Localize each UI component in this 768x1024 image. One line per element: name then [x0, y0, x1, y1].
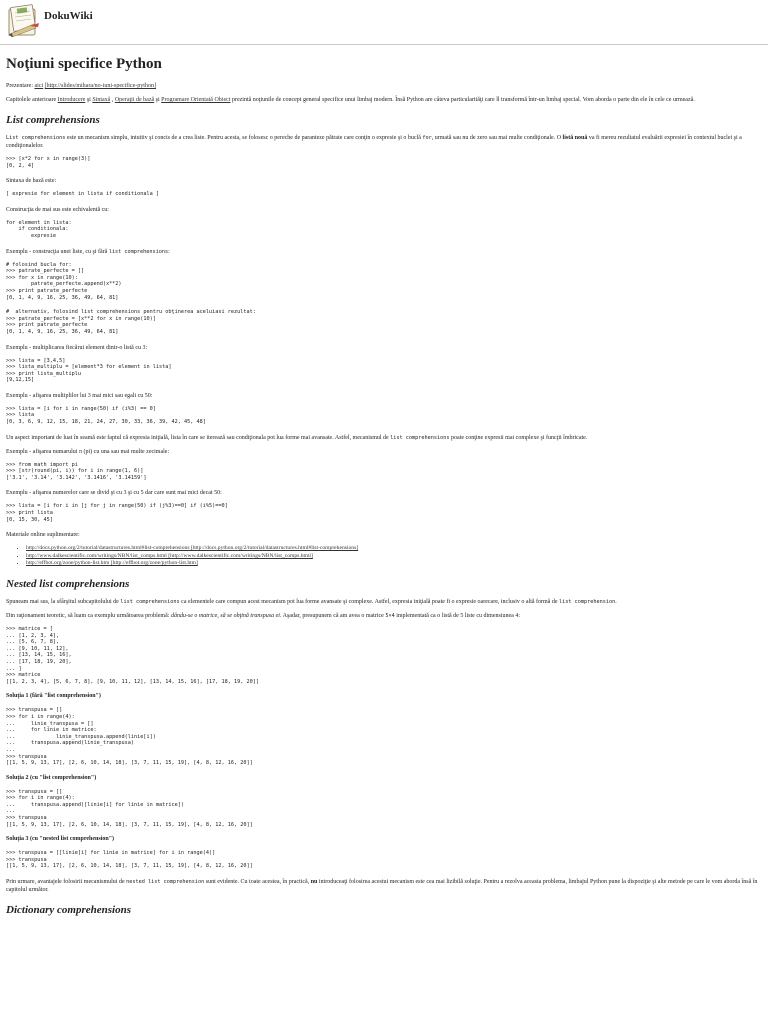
- problem-dims: 5×4: [385, 613, 395, 619]
- conclusion-paragraph: [6, 878, 762, 894]
- code-block-1: >>> [x*2 for x in range(3)] [0, 2, 4]: [6, 156, 91, 169]
- code-block-solution-1: >>> transpusa = [] >>> for i in range(4): ... linie_transpusa = [] ... for linie in matrice: ... linie_transpusa.append(linie[i]) ... transpusa.append(linie_transpusa) ... >>> transpusa [[1, 5, 9, 13, 17], [2, 6, 10, 14, 18], [3, 7, 11, 15, 19], [4, 8, 12, 16, 20]]: [6, 707, 253, 767]
- conclusion-text-a: Prin urmare, avantajele folosirii mecanismului de: [6, 879, 125, 886]
- aspect-code: list comprehensions: [390, 434, 450, 441]
- section-dictionary-comprehensions: Dictionary comprehensions: [6, 904, 131, 917]
- code-block-5: # alternativ, folosind list comprehensions pentru obţinerea aceluiasi rezultat: >>> patrate_perfecte = [x**2 for x in range(10)] >>> print patrate_perfecte [0, 1, 4, 9, 16, 25, 36, 49, 64, 81]: [6, 309, 256, 335]
- example-1-tail: :: [168, 248, 170, 255]
- lc-bold-new-list: listă nouă: [562, 135, 588, 141]
- list-item: [26, 560, 762, 568]
- nested-code-b: list comprehension: [559, 599, 616, 605]
- code-block-8: >>> from math import pi >>> [str(round(pi, i)) for i in range(1, 6)] ['3.1', '3.14', '3.142', '3.1416', '3.14159']: [6, 461, 147, 481]
- code-block-6: >>> lista = [3,4,5] >>> lista_multiplu = [element*3 for element in lista] >>> print lista_multiplu [9,12,15]: [6, 357, 172, 384]
- conclusion-bold: nu: [310, 879, 318, 886]
- example-3-label: Exemplu - afişarea multiplilor lui 3 mai mici sau egali cu 50:: [6, 392, 153, 399]
- code-block-9: >>> lista = [i for i in [j for j in range(50) if (j%3)==0] if (i%5)==0] >>> print lista [0, 15, 30, 45]: [6, 503, 228, 523]
- code-block-4: # folosind bucla for: >>> patrate_perfecte = [] >>> for x in range(10): patrate_perfecte.append(x**2) >>> print patrate_perfecte [0, 1, 4, 9, 16, 25, 36, 49, 64, 81]: [6, 261, 122, 301]
- chapters-prefix: Capitolele anterioare: [6, 97, 57, 103]
- code-block-solution-3: >>> transpusa = [[linie[i] for linie in matrice] for i in range(4)] >>> transpusa [[1, 5, 9, 13, 17], [2, 6, 10, 14, 18], [3, 7, 11, 15, 19], [4, 8, 12, 16, 20]]: [6, 850, 253, 870]
- page-title: Noţiuni specifice Python: [6, 56, 162, 72]
- lc-text-1: este un mecanism simplu, intuitiv şi concis de a crea liste. Pentru acesta, se folosesc o pereche de paranteze pătrate care conţin o expresie şi o buclă: [66, 135, 421, 141]
- section-nested-list-comprehensions: Nested list comprehensions: [6, 578, 130, 590]
- equiv-label: Construcţia de mai sus este echivalentă cu:: [6, 206, 109, 213]
- materials-label: Materiale online suplimentare:: [6, 532, 80, 539]
- conclusion-text-b: sunt evidente. Cu toate acestea, în practică,: [205, 879, 310, 886]
- conclusion-code: nested list comprehension: [126, 879, 205, 886]
- problem-text-b: Aşadar, presupunem că am avea o matrice: [282, 613, 384, 619]
- example-1-label: [6, 248, 762, 256]
- lc-term: List comprehensions: [6, 135, 66, 141]
- link-sintaxa[interactable]: Sintaxă: [92, 97, 111, 103]
- syntax-label: Sintaxa de bază este:: [6, 178, 57, 185]
- link-operatii[interactable]: Operaţii de bază: [114, 97, 155, 103]
- link-introducere[interactable]: Introducere: [57, 97, 86, 103]
- problem-text-a: Din raţionament teoretic, să luam ca exemplu următoarea problemă:: [6, 613, 170, 619]
- solution-3-heading: Soluţia 3 (cu "nested list comprehension"): [6, 836, 115, 843]
- dokuwiki-logo-icon[interactable]: [6, 4, 40, 40]
- code-block-matrix: >>> matrice = [ ... [1, 2, 3, 4], ... [5, 6, 7, 8], ... [9, 10, 11, 12], ... [13, 14, 15, 16], ... [17, 18, 19, 20], ... ] >>> matrice [[1, 2, 3, 4], [5, 6, 7, 8], [9, 10, 11, 12], [13, 14, 15, 16], [17, 18, 19, 20]]: [6, 626, 259, 685]
- problem-text-c: implementată ca o listă de 5 liste cu dimensiunea 4:: [396, 613, 520, 619]
- site-title[interactable]: DokuWiki: [44, 10, 93, 22]
- intro-paragraph: [6, 82, 762, 90]
- example-1-code: list comprehensions: [108, 248, 169, 255]
- code-block-7: >>> lista = [i for i in range(50) if (i%3) == 0] >>> lista [0, 3, 6, 9, 12, 15, 18, 21, 24, 27, 30, 33, 36, 39, 42, 45, 48]: [6, 405, 206, 426]
- conclusion-text-c: introduceaţi folosirea acestui mecanism este cea mai lizibilă soluţie. Pentru a rezolva aceasta problema, limbajul Python pune la dispoziţie şi alte metode pe care le vom aborda însă în capitolul următor.: [6, 879, 758, 894]
- code-block-solution-2: >>> transpusa = [] >>> for i in range(4): ... transpusa.append([linie[i] for linie in matrice]) ... >>> transpusa [[1, 5, 9, 13, 17], [2, 6, 10, 14, 18], [3, 7, 11, 15, 19], [4, 8, 12, 16, 20]]: [6, 788, 253, 828]
- code-block-3: for element in lista: if conditionala: expresie: [6, 219, 72, 239]
- lc-definition: [6, 134, 762, 150]
- solution-2-heading: Soluţia 2 (cu "list comprehension"): [6, 774, 97, 781]
- example-1-text: Exemplu - construcţia unei liste, cu şi fără: [6, 248, 108, 255]
- problem-statement: dându-se o matrice, să se obţină transpusa ei.: [170, 613, 282, 619]
- intro-prefix: Prezentare:: [6, 83, 33, 89]
- lc-for-keyword: for: [422, 135, 432, 141]
- example-4-label: Exemplu - afişarea numarului π (pi) cu una sau mai multe zecimale:: [6, 448, 170, 455]
- site-header: [0, 0, 768, 45]
- code-block-2: [ expresie for element in lista if conditionala ]: [6, 191, 160, 198]
- nested-problem: [6, 612, 762, 620]
- chapters-and-2: şi: [155, 97, 160, 103]
- chapters-paragraph: Capitolele anterioare Introducere şi Sintaxă , Operaţii de bază şi Programare Orientată Obiect prezintă noţiunile de concept general specifice unui limbaj modern. Însă Python are câteva particularităţi care îl transformă într-un limbaj special. Vom aborda o parte din ele în cele ce urmează.: [6, 97, 695, 103]
- chapters-suffix: prezintă noţiunile de concept general specifice unui limbaj modern. Însă Python are câteva particularităţi care îl transformă într-un limbaj special. Vom aborda o parte din ele în cele ce urmează.: [231, 97, 695, 103]
- intro-link-url[interactable]: [http://slides/mihara/no-iuni-specifice-python]: [44, 83, 156, 89]
- list-item: [26, 545, 762, 553]
- nested-text-b: ca elementele care compun acest mecanism pot lua forme avansate şi complexe. Astfel, expresia iniţială poate fi o expresie oarecare, inclusiv o altă formă de: [181, 599, 558, 605]
- nested-text-c: .: [615, 599, 617, 605]
- nested-intro: [6, 598, 762, 606]
- material-link-2[interactable]: http://www.dalkescientific.com/writings/NBN/list_comps.html [http://www.dalkescientific.com/writings/NBN/list_comps.html]: [26, 552, 313, 559]
- example-2-label: Exemplu - multiplicarea fiecărui element dintr-o listă cu 3:: [6, 344, 148, 351]
- example-5-label: Exemplu - afişarea numerelor care se divid şi cu 3 şi cu 5 dar care sunt mai mici decat 50:: [6, 490, 222, 497]
- nested-code-a: list comprehensions: [120, 599, 180, 605]
- chapters-and-1: şi: [86, 97, 91, 103]
- materials-list: [6, 545, 762, 568]
- lc-text-3: va fi mereu rezultatul evaluării expresiei în contextul buclei şi a condiţionalelor.: [6, 135, 742, 149]
- aspect-text-a: Un aspect important de luat în seamă este faptul că expresia iniţială, lista în care se iterează sau condiţionala pot lua forme mai avansate. Astfel, mecanismul de: [6, 434, 389, 441]
- nested-text-a: Spuneam mai sus, la sfârşitul subcapitolului de: [6, 599, 119, 605]
- section-list-comprehensions: List comprehensions: [6, 114, 100, 126]
- aspect-text-b: poate conţine expresii mai complexe şi funcţii îmbricate.: [451, 434, 588, 441]
- aspect-paragraph: [6, 434, 762, 442]
- material-link-3[interactable]: http://effbot.org/zone/python-list.htm [http://effbot.org/zone/python-list.htm]: [26, 560, 198, 567]
- material-link-1[interactable]: http://docs.python.org/2/tutorial/datastructures.html#list-comprehensions [http://docs.python.org/2/tutorial/datastructures.html#list-comprehensions]: [26, 545, 359, 552]
- page-content: [0, 56, 768, 916]
- lc-text-2: , urmată sau nu de zero sau mai multe condiţionale. O: [431, 135, 562, 141]
- solution-1-heading: Soluţia 1 (fără "list comprehension"): [6, 693, 101, 700]
- intro-link[interactable]: aici: [34, 83, 44, 89]
- link-poo[interactable]: Programare Orientată Obiect: [161, 97, 231, 103]
